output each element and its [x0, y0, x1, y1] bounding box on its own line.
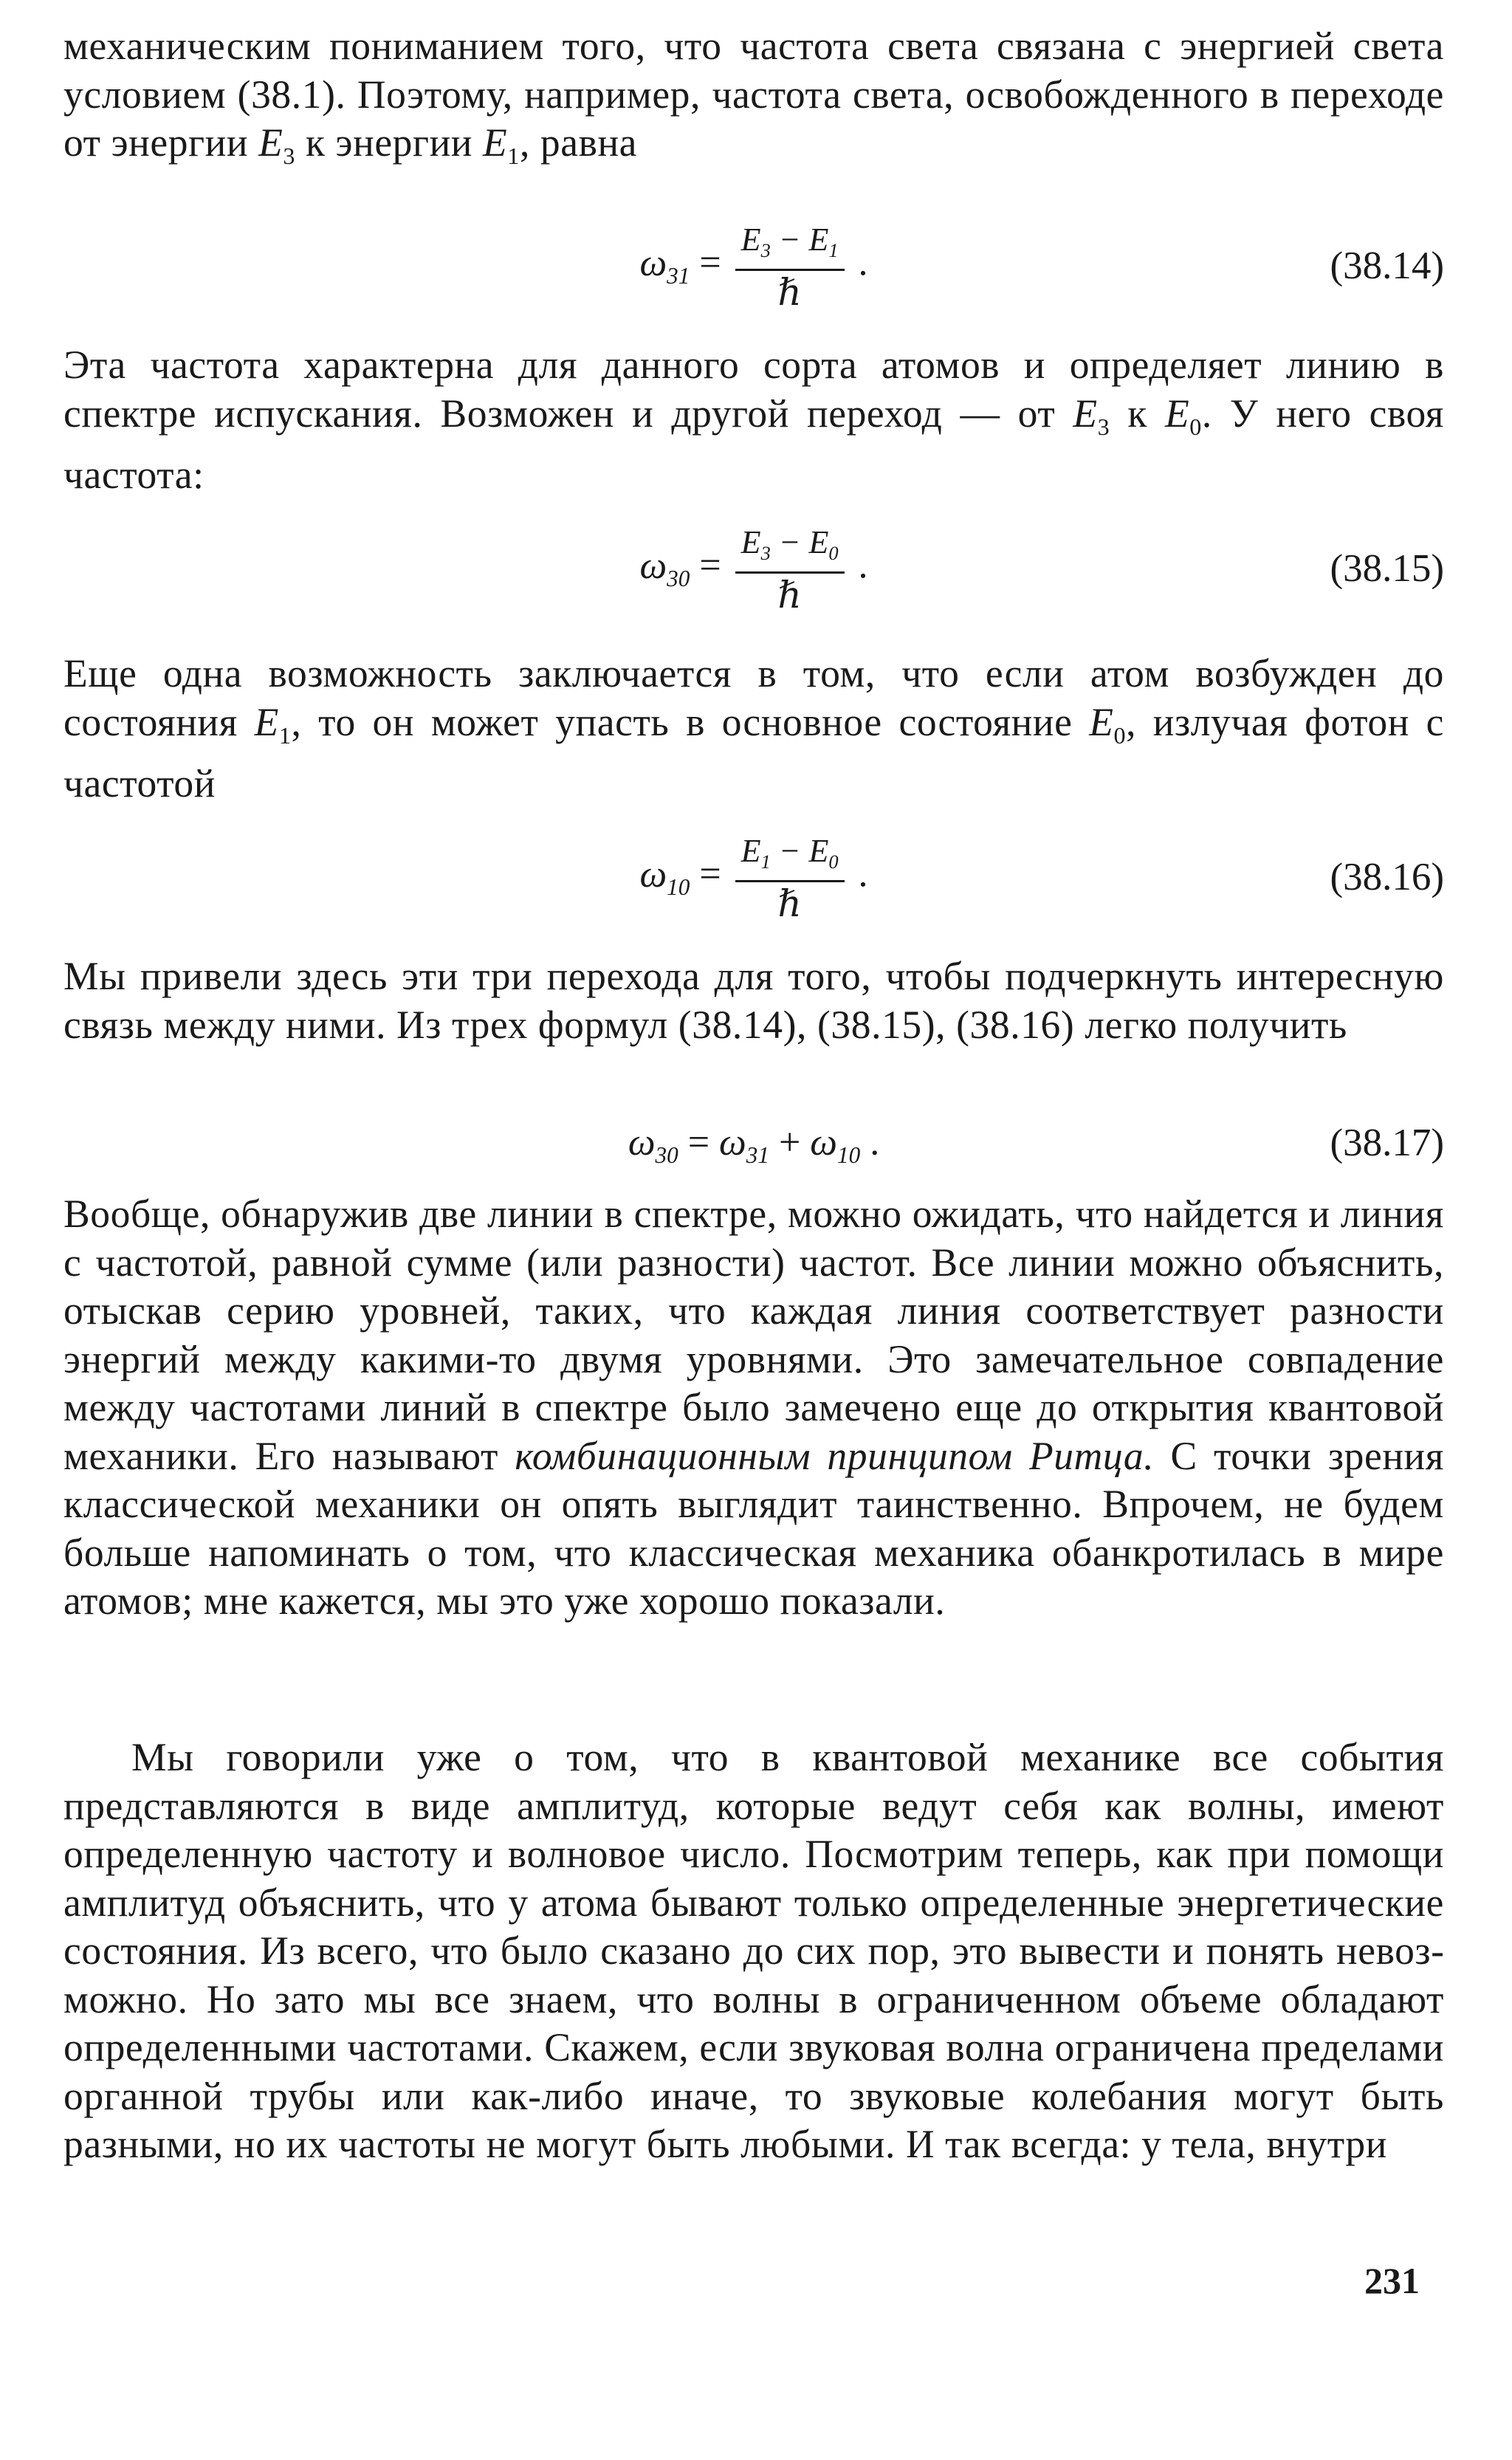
subscript: 3: [283, 142, 295, 170]
page-number: 231: [1364, 2260, 1420, 2301]
paragraph-amplitudes: [63, 1734, 1444, 2169]
italic-text: E: [1164, 391, 1190, 436]
paragraph-text: Еще одна возможность заключается в том, что если атом возбужден до состояния $E_1$, то он может упасть в основное состояние $E_0$, излучая фотон с частотой: [63, 651, 1445, 806]
subscript: 30: [667, 565, 690, 591]
equation-lhs: $\omega_{10}$: [639, 853, 690, 900]
subscript: 31: [667, 262, 690, 289]
subscript: 3: [1097, 413, 1110, 440]
subscript: 3: [760, 239, 771, 262]
fraction: [735, 524, 845, 614]
subscript: 3: [760, 542, 771, 565]
paragraph-three-transitions: [63, 952, 1444, 1049]
equation-term: $\omega_{10}$: [810, 1121, 861, 1168]
equation-38-14: [63, 221, 1444, 314]
equation-lhs: $\omega_{30}$: [628, 1121, 678, 1168]
paragraph-text: Мы привели здесь эти три перехода для того, чтобы подчеркнуть интересную связь между ними. Из трех формул (38.14), (38.15), (38.16) легко получить: [63, 954, 1444, 1047]
fraction-numerator: $E_3 - E_1$: [735, 221, 845, 271]
italic-text: E: [483, 120, 508, 165]
fraction-numerator: $E_3 - E_0$: [735, 524, 845, 574]
subscript: 1: [828, 239, 839, 262]
equation-lhs: $\omega_{31}$: [639, 241, 690, 289]
paragraph-text: Эта частота характерна для данного сорта атомов и определяет линию в спектре испускания. Возможен и другой переход — от $E_3$ к $E_0$. У него своя частота:: [63, 343, 1444, 498]
italic-text: E: [1089, 699, 1114, 744]
equation-formula: $\omega_{30}$ = $\frac{E_3 - E_0}{\text{ℏ}}$ .: [639, 524, 868, 616]
equation-38-15: [63, 524, 1444, 616]
paragraph-text: Мы говорили уже о том, что в квантовой механике все события представляются в виде амплитуд, которые ведут себя как волны, имеют определенную частоту и волновое число. Посмотрим теперь, как при помощи амплитуд объяснить, что у атома бывают только определенные энергетические состояния. Из всего, что было сказано до сих пор, это вывести и понять невозможно. Но зато мы все знаем, что волны в ограниченном объеме обладают определенными частотами. Скажем, если звуковая волна ограничена пределами органной трубы или как-либо иначе, то звуковые колебания могут быть разными, но их частоты не могут быть любыми. И так всегда: у тела, внутри: [63, 1735, 1444, 2166]
equation-formula: $\omega_{10}$ = $\frac{E_1 - E_0}{\text{ℏ}}$ .: [639, 833, 868, 925]
subscript: 0: [828, 851, 839, 873]
fraction-denominator: ℏ: [777, 883, 802, 925]
equation-number: (38.15): [1330, 547, 1444, 590]
italic-text: E: [254, 699, 279, 744]
subscript: 0: [1113, 721, 1127, 749]
fraction-denominator: ℏ: [777, 574, 802, 616]
paragraph-text: механическим пониманием того, что частота света связана с энергией света условием (38.1). Поэтому, например, частота света, освобожденного в переходе от энергии $E_3$ к энергии $E_1$, равна: [63, 24, 1444, 170]
equation-formula: $\omega_{30} = \omega_{31} + \omega_{10}$ .: [628, 1121, 880, 1168]
equation-number: (38.17): [1330, 1121, 1444, 1164]
equation-formula: $\omega_{31}$ = $\frac{E_3 - E_1}{\text{ℏ}}$ .: [639, 221, 868, 314]
fraction-denominator: ℏ: [777, 272, 802, 314]
paragraph-ritz-principle: [63, 1190, 1444, 1626]
subscript: 10: [667, 873, 690, 900]
equation-number: (38.16): [1330, 856, 1444, 899]
equation-number: (38.14): [1330, 244, 1444, 287]
paragraph-excited-state: [63, 650, 1444, 808]
fraction: [735, 833, 845, 925]
equation-lhs: $\omega_{30}$: [639, 544, 690, 591]
subscript: 1: [760, 851, 771, 873]
subscript: 10: [837, 1141, 861, 1168]
fraction-numerator: $E_1 - E_0$: [735, 833, 845, 882]
equation-38-17: [63, 1121, 1444, 1172]
paragraph-intro: [63, 22, 1444, 181]
subscript: 1: [507, 142, 520, 170]
equation-term: $\omega_{31}$: [719, 1121, 769, 1168]
subscript: 0: [828, 542, 839, 565]
paragraph-frequency: [63, 341, 1444, 500]
italic-text: комбинационным принципом Ритца.: [515, 1433, 1155, 1478]
subscript: 30: [655, 1141, 678, 1168]
fraction: [735, 221, 845, 314]
subscript: 0: [1189, 413, 1202, 440]
subscript: 31: [746, 1141, 769, 1168]
subscript: 1: [278, 721, 292, 749]
paragraph-text: Вообще, обнаружив две линии в спектре, можно ожидать, что найдется и линия с частотой, равной сумме (или разности) частот. Все линии можно объяснить, отыскав серию уровней, таких, что каждая линия соответствует разности энергий между какими-то двумя уровнями. Это замечательное совпадение между частотами линий в спектре было замечено еще до открытия квантовой механики. Его называют комбинационным принципом Ритца. С точки зрения классической механики он опять выглядит таинственно. Впрочем, не будем больше напоминать о том, что классическая механика обанкротилась в мире атомов; мне кажется, мы это уже хорошо показали.: [63, 1192, 1444, 1623]
italic-text: E: [1073, 391, 1098, 436]
italic-text: E: [258, 120, 284, 165]
equation-38-16: [63, 833, 1444, 925]
